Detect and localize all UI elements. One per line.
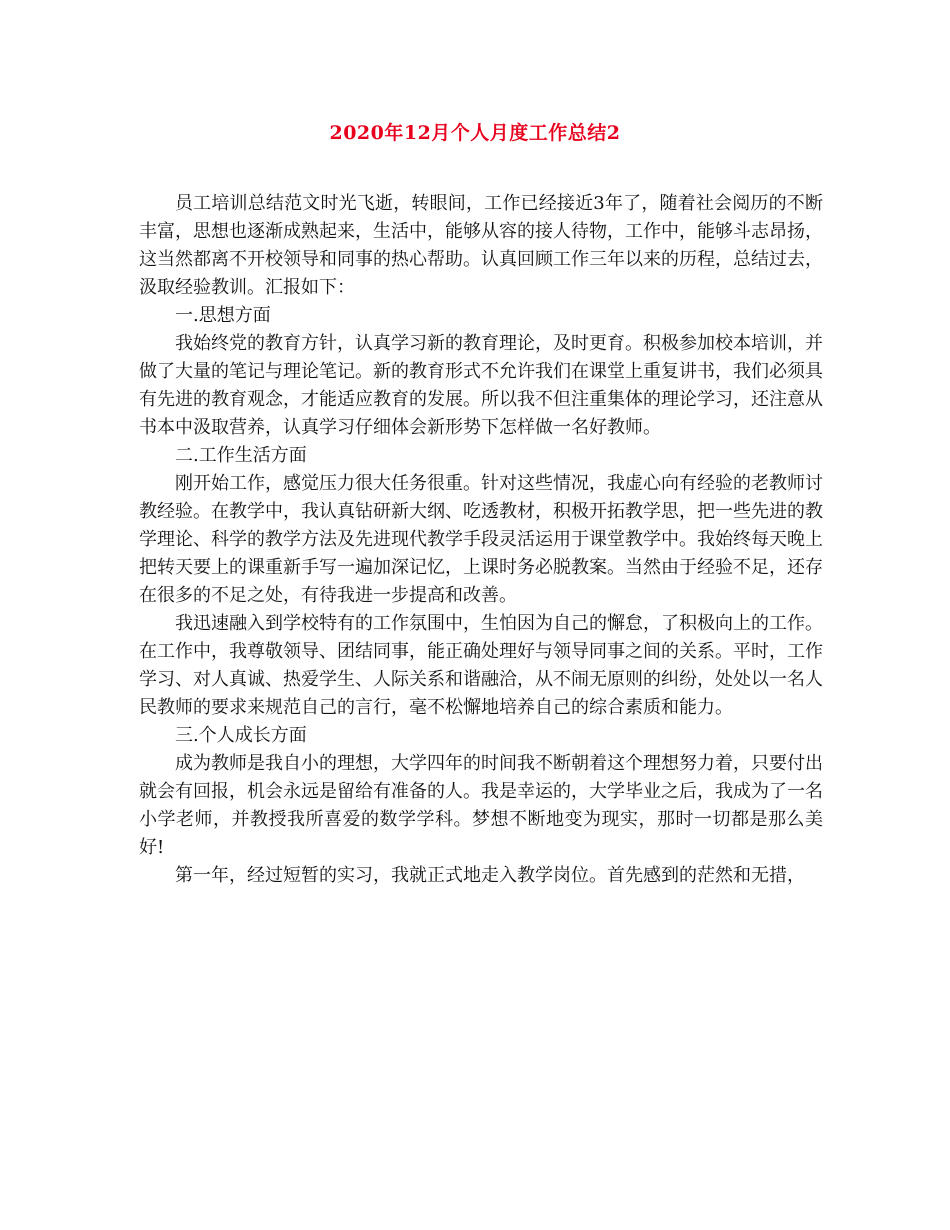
section-heading-growth: 三.个人成长方面 [175,725,307,746]
section-heading-work-life: 二.工作生活方面 [175,445,307,466]
document-body [139,190,823,890]
paragraph-growth-1: 成为教师是我自小的理想，大学四年的时间我不断朝着这个理想努力着，只要付出就会有回报，机会永远是留给有准备的人。我是幸运的，大学毕业之后，我成为了一名小学老师，并教授我所喜爱的数学学科。梦想不断地变为现实，那时一切都是那么美好! [139,753,823,858]
paragraph-thought: 我始终党的教育方针，认真学习新的教育理论，及时更育。积极参加校本培训，并做了大量的笔记与理论笔记。新的教育形式不允许我们在课堂上重复讲书，我们必须具有先进的教育观念，才能适应教育的发展。所以我不但注重集体的理论学习，还注意从书本中汲取营养，认真学习仔细体会新形势下怎样做一名好教师。 [139,333,823,438]
paragraph-work-1: 刚开始工作，感觉压力很大任务很重。针对这些情况，我虚心向有经验的老教师讨教经验。在教学中，我认真钻研新大纲、吃透教材，积极开拓教学思，把一些先进的教学理论、科学的教学方法及先进现代教学手段灵活运用于课堂教学中。我始终每天晚上把转天要上的课重新手写一遍加深记忆，上课时务必脱教案。当然由于经验不足，还存在很多的不足之处，有待我进一步提高和改善。 [139,473,823,606]
section-heading-thought: 一.思想方面 [175,305,271,326]
paragraph-work-2: 我迅速融入到学校特有的工作氛围中，生怕因为自己的懈怠，了积极向上的工作。在工作中，我尊敬领导、团结同事，能正确处理好与领导同事之间的关系。平时，工作学习、对人真诚、热爱学生、人际关系和谐融洽，从不闹无原则的纠纷，处处以一名人民教师的要求来规范自己的言行，毫不松懈地培养自己的综合素质和能力。 [139,613,823,718]
paragraph-growth-2: 第一年，经过短暂的实习，我就正式地走入教学岗位。首先感到的茫然和无措， [175,865,805,886]
document-title: 2020年12月个人月度工作总结2 [329,122,621,144]
paragraph-intro: 员工培训总结范文时光飞逝，转眼间，工作已经接近3年了，随着社会阅历的不断丰富，思想也逐渐成熟起来，生活中，能够从容的接人待物，工作中，能够斗志昂扬，这当然都离不开校领导和同事的热心帮助。认真回顾工作三年以来的历程，总结过去，汲取经验教训。汇报如下： [139,193,823,298]
